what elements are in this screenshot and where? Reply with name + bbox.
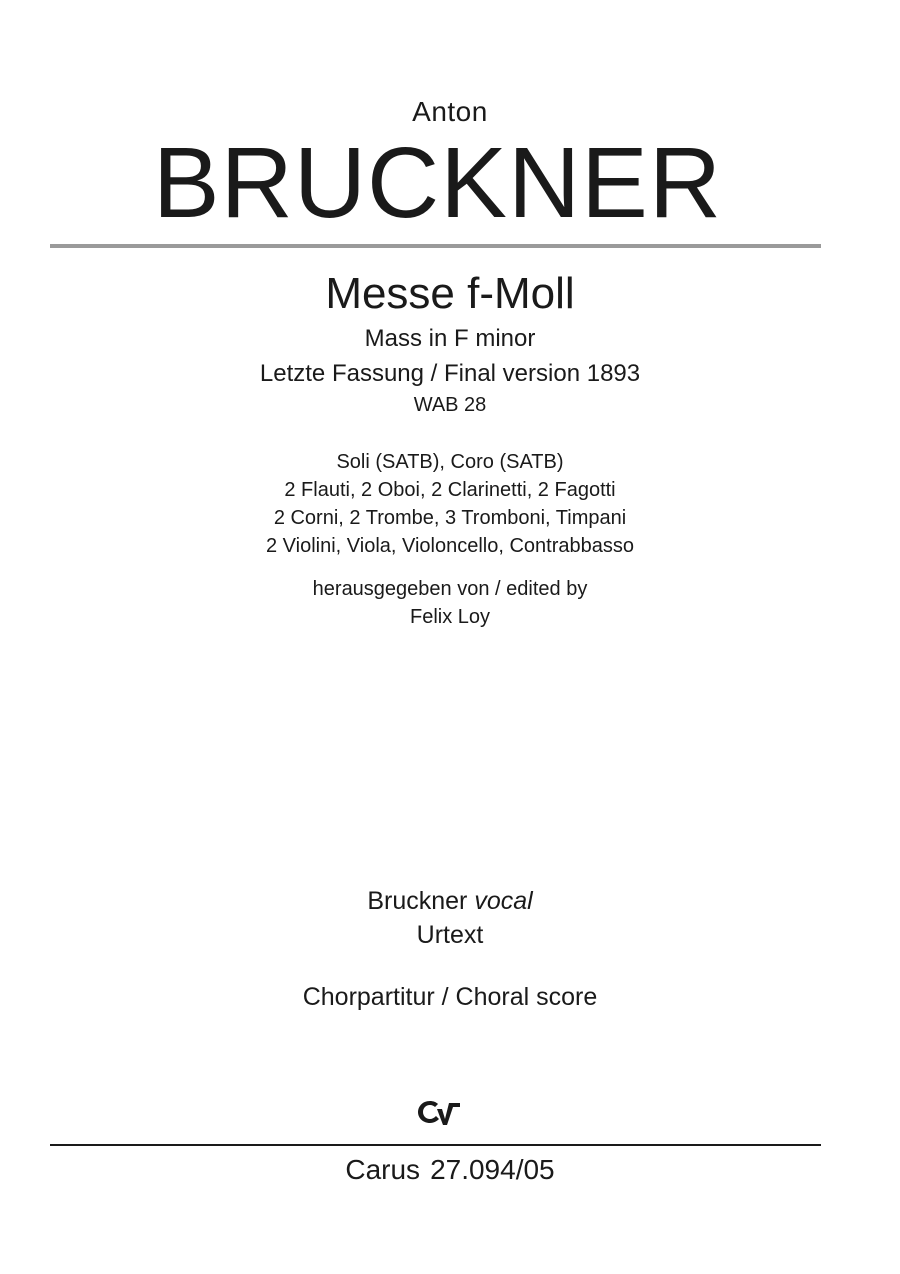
work-title: Messe f-Moll xyxy=(325,269,575,318)
scoring-line: 2 Violini, Viola, Violoncello, Contrabbasso xyxy=(265,535,635,557)
series-title xyxy=(0,884,900,918)
series-name: Bruckner xyxy=(367,887,468,915)
score-type: Chorpartitur / Choral score xyxy=(302,983,598,1011)
editor-name: Felix Loy xyxy=(409,606,491,628)
bottom-divider xyxy=(50,1144,821,1146)
editor-block xyxy=(0,575,900,631)
scoring-line: 2 Corni, 2 Trombe, 3 Tromboni, Timpani xyxy=(273,507,627,529)
publisher-name: Carus xyxy=(345,1154,421,1185)
composer-first-name: Anton xyxy=(412,96,488,127)
order-number: 27.094/05 xyxy=(430,1154,555,1185)
catalog-number: WAB 28 xyxy=(413,394,487,416)
publisher-line xyxy=(0,1150,900,1190)
urtext-label: Urtext xyxy=(416,921,484,949)
editor-label: herausgegeben von / edited by xyxy=(312,578,588,600)
composer-surname: BRUCKNER xyxy=(152,127,723,239)
scoring-line: 2 Flauti, 2 Oboi, 2 Clarinetti, 2 Fagotti xyxy=(284,479,616,501)
top-divider xyxy=(50,244,821,248)
scoring-line: Soli (SATB), Coro (SATB) xyxy=(336,451,564,473)
carus-logo-icon xyxy=(416,1097,462,1127)
series-name-italic: vocal xyxy=(474,887,533,915)
work-title-english: Mass in F minor xyxy=(364,325,536,352)
scoring-block xyxy=(0,448,900,560)
work-version: Letzte Fassung / Final version 1893 xyxy=(259,360,641,387)
